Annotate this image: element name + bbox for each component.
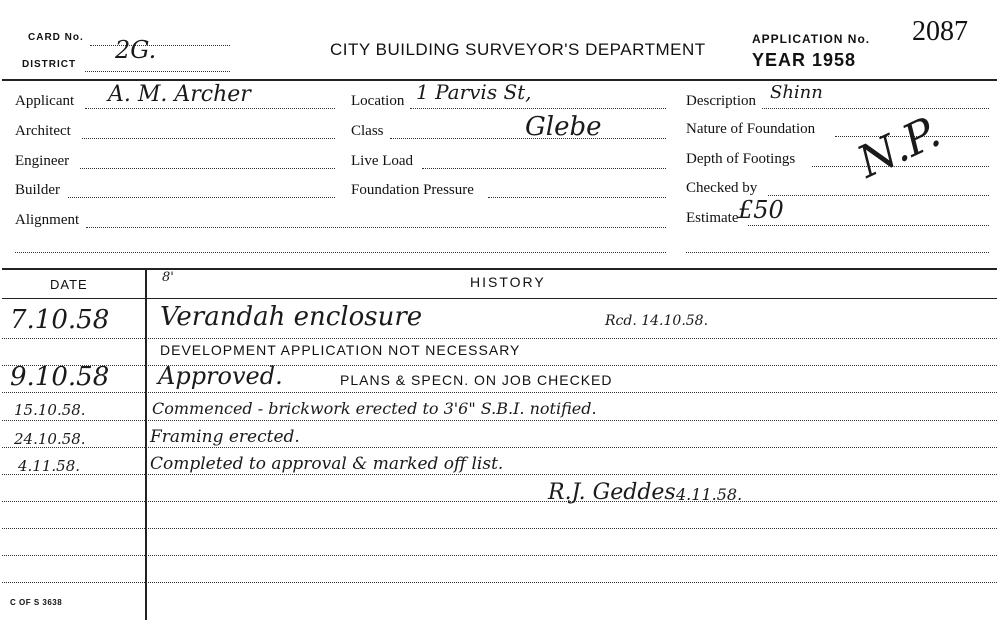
architect-label: Architect: [15, 123, 71, 139]
table-row-text: Framing erected.: [150, 427, 300, 447]
live-load-label: Live Load: [351, 153, 414, 169]
np-mark: N.P.: [850, 106, 949, 189]
table-row-text: Approved.: [158, 362, 283, 390]
table-row-note: Rcd. 14.10.58.: [605, 313, 709, 329]
table-row-stamp: DEVELOPMENT APPLICATION NOT NECESSARY: [160, 342, 521, 358]
form-code: C OF S 3638: [10, 598, 63, 607]
signature: R.J. Geddes: [548, 480, 676, 505]
foundation-pressure-label: Foundation Pressure: [351, 182, 474, 198]
estimate-label: Estimate: [686, 210, 739, 226]
history-top-rule: [2, 268, 997, 270]
depth-of-footings-label: Depth of Footings: [686, 151, 796, 167]
table-row-date: 15.10.58.: [14, 401, 86, 419]
alignment-label: Alignment: [15, 212, 80, 228]
table-row-date: 4.11.58.: [18, 457, 81, 475]
table-row-date: 9.10.58: [10, 362, 110, 392]
location-label: Location: [351, 93, 405, 109]
table-row-text: Completed to approval & marked off list.: [150, 454, 504, 474]
application-label: APPLICATION No.: [752, 32, 871, 46]
description-value: Shinn: [770, 82, 823, 103]
engineer-label: Engineer: [15, 153, 70, 169]
class-label: Class: [351, 123, 384, 139]
builder-label: Builder: [15, 182, 60, 198]
location-value: 1 Parvis St,: [416, 80, 532, 104]
applicant-label: Applicant: [15, 93, 75, 109]
applicant-value: A. M. Archer: [108, 82, 251, 107]
signature-date: 4.11.58.: [676, 485, 743, 504]
date-column-divider: [145, 268, 147, 620]
district-label: DISTRICT: [22, 59, 77, 70]
checked-by-label: Checked by: [686, 180, 758, 196]
nature-of-foundation-label: Nature of Foundation: [686, 121, 816, 137]
table-row-stamp: PLANS & SPECN. ON JOB CHECKED: [340, 372, 613, 388]
card-no-label: CARD No.: [28, 32, 84, 43]
application-number: 2087: [912, 16, 968, 47]
year-label: YEAR 1958: [752, 50, 857, 70]
table-row-text: Commenced - brickwork erected to 3'6" S.B.I. notified.: [152, 399, 597, 418]
class-value: Glebe: [525, 112, 602, 142]
card-no-value: 2G.: [115, 36, 157, 64]
date-header: DATE: [50, 277, 88, 292]
history-header: HISTORY: [470, 274, 546, 290]
table-row-text: Verandah enclosure: [160, 302, 423, 332]
estimate-value: £50: [738, 196, 784, 224]
table-row-date: 7.10.58: [10, 305, 110, 335]
table-row-date: 24.10.58.: [14, 430, 86, 448]
history-header-rule: [2, 298, 997, 299]
history-annotation: 8': [162, 270, 174, 285]
department-title: CITY BUILDING SURVEYOR'S DEPARTMENT: [330, 40, 706, 59]
description-label: Description: [686, 93, 756, 109]
